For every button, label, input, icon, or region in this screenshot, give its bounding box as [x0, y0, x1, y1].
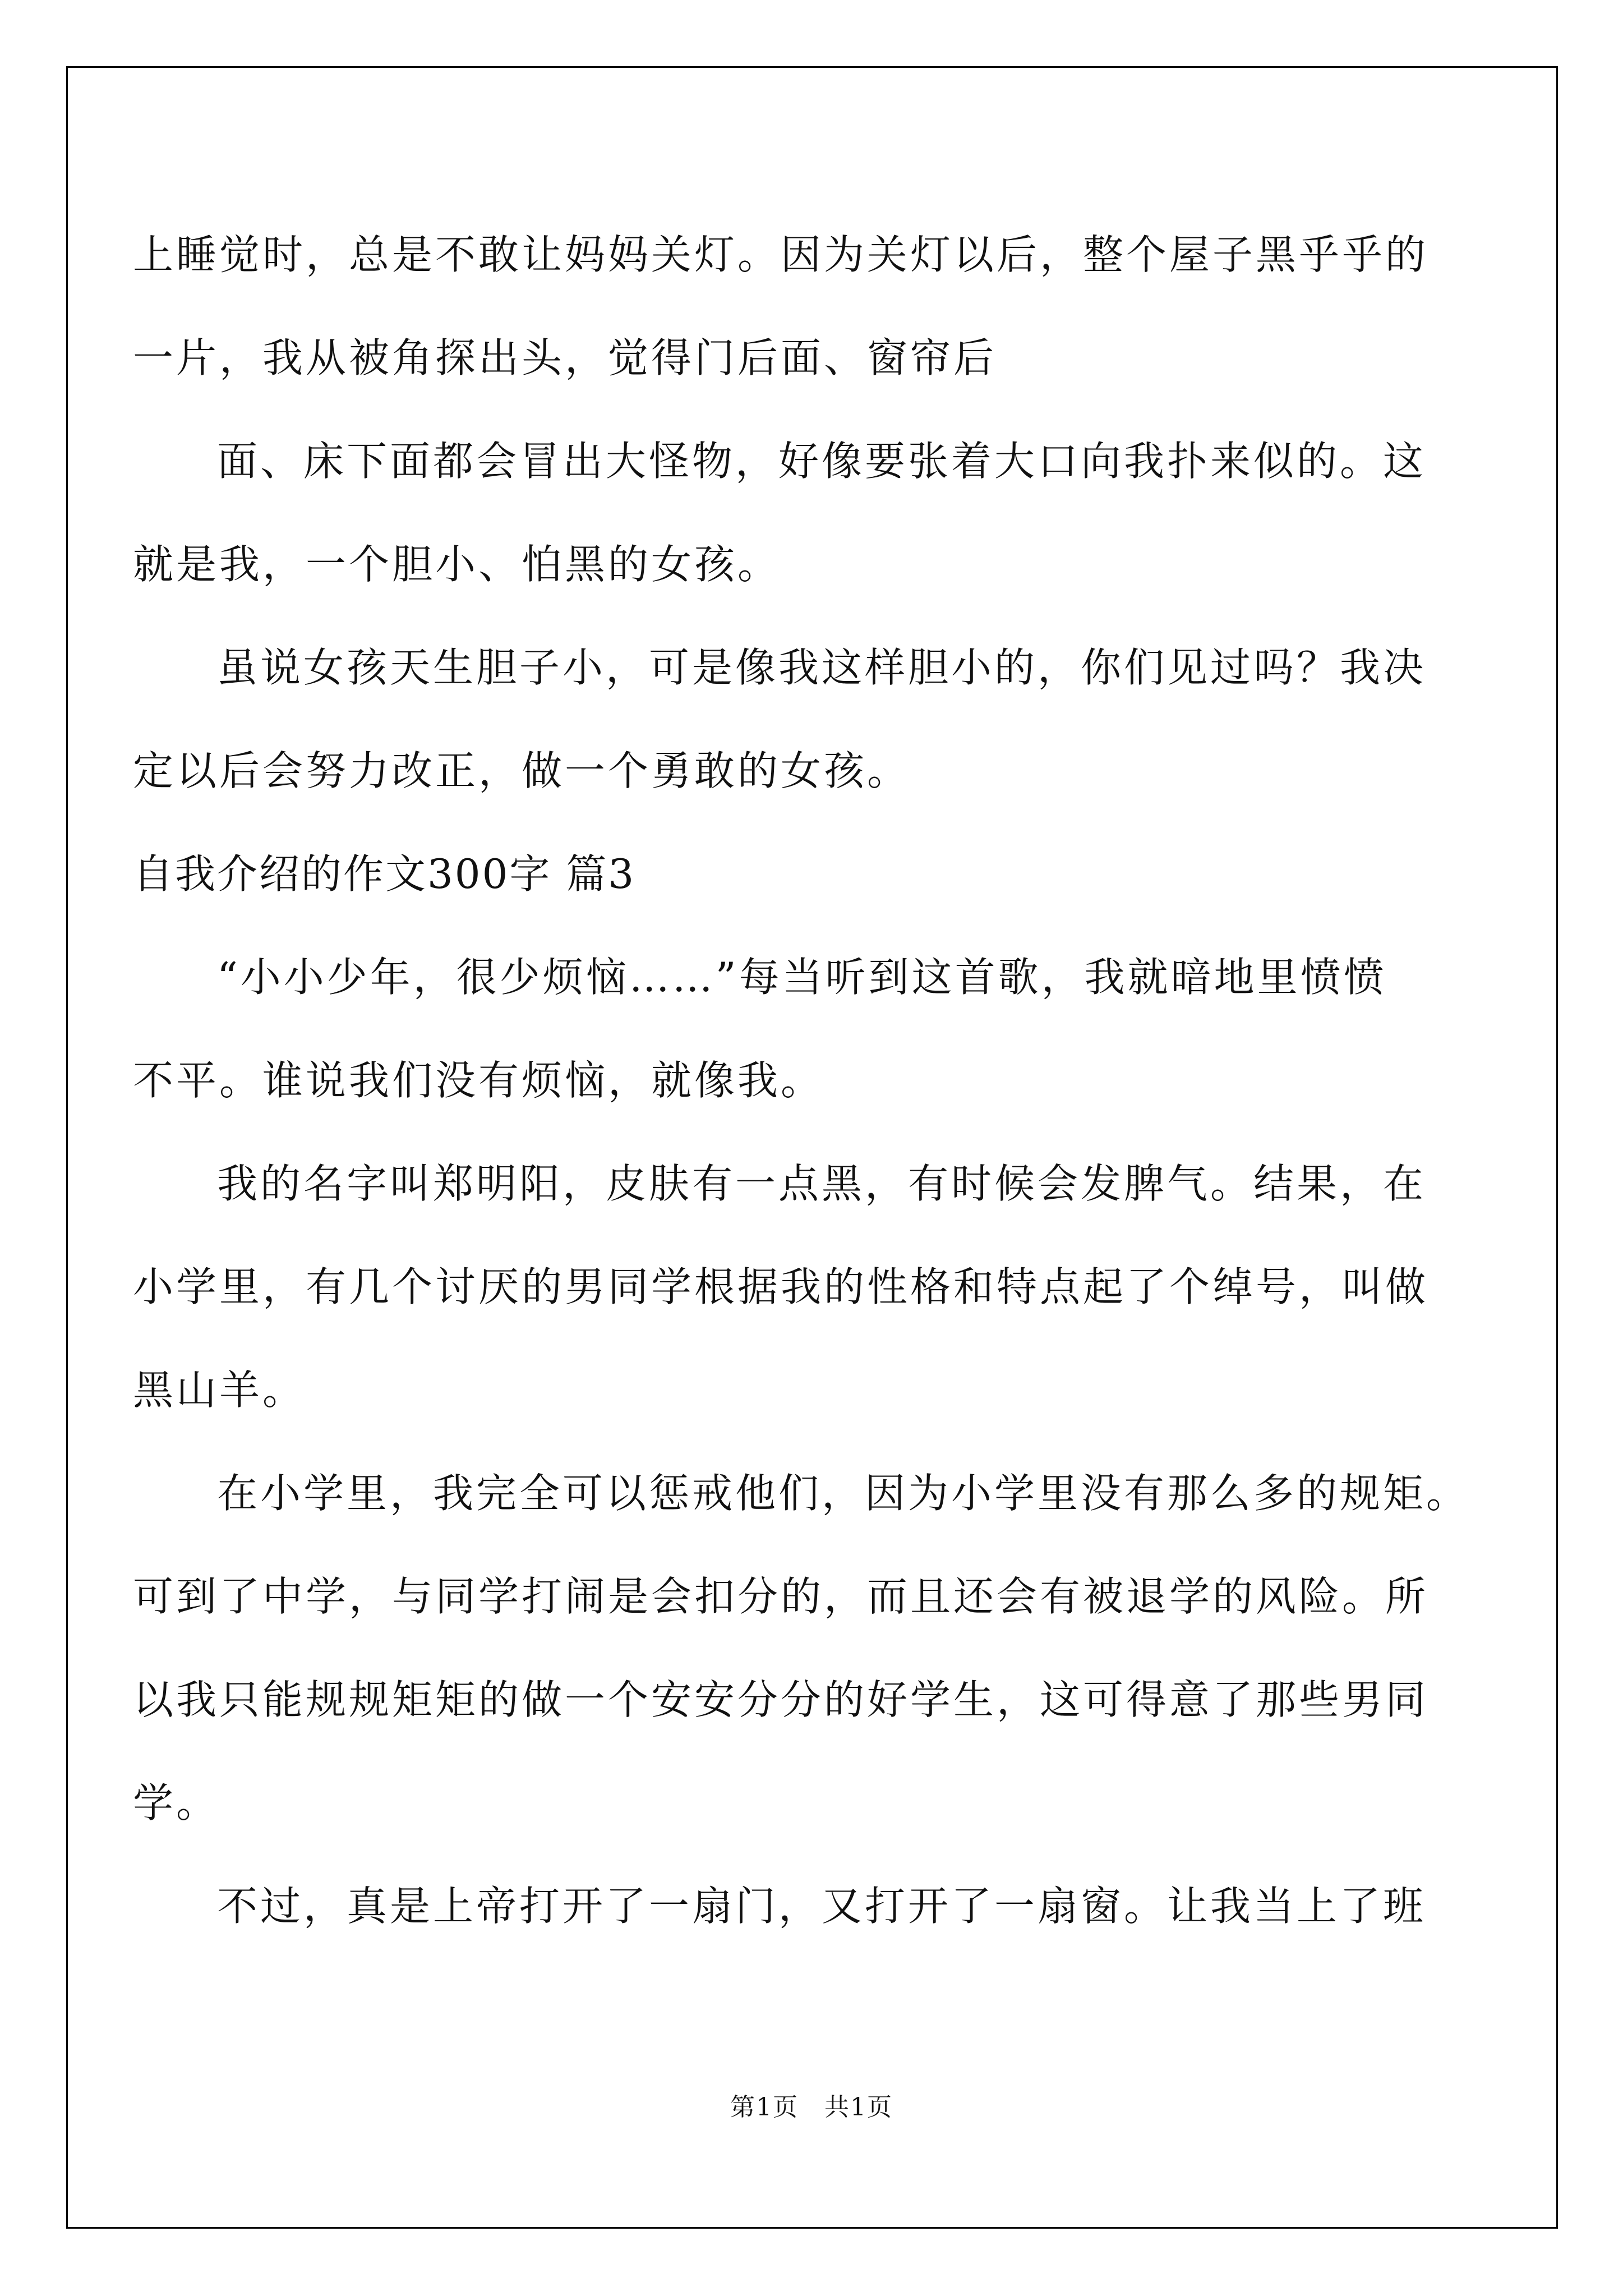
text-line: “小小少年，很少烦恼……”每当听到这首歌，我就暗地里愤愤: [217, 954, 1387, 1001]
text-line: 可到了中学，与同学打闹是会扣分的，而且还会有被退学的风险。所: [133, 1573, 1429, 1620]
paragraph-4: [133, 926, 1490, 1132]
paragraph-5: [133, 1132, 1490, 1442]
text-line: 学。: [133, 1779, 220, 1826]
text-line: 以我只能规规矩矩的做一个安安分分的好学生，这可得意了那些男同: [133, 1676, 1429, 1723]
paragraph-3: [133, 616, 1490, 822]
text-line: 不过，真是上帝打开了一扇门，又打开了一扇窗。让我当上了班: [217, 1883, 1427, 1930]
text-line: 不平。谁说我们没有烦恼，就像我。: [133, 1057, 824, 1104]
section-heading: 自我介绍的作文300字 篇3: [133, 850, 636, 898]
text-line: 定以后会努力改正，做一个勇敢的女孩。: [133, 747, 911, 794]
paragraph-1: [133, 203, 1490, 409]
text-line: 小学里，有几个讨厌的男同学根据我的性格和特点起了个绰号，叫做: [133, 1263, 1429, 1310]
paragraph-7: [133, 1855, 1490, 1958]
page-footer: 第1页 共1页: [730, 2093, 893, 2122]
text-line: 面、床下面都会冒出大怪物，好像要张着大口向我扑来似的。这: [217, 438, 1427, 485]
text-line: 黑山羊。: [133, 1366, 306, 1414]
text-line: 就是我，一个胆小、怕黑的女孩。: [133, 541, 781, 588]
text-line: 上睡觉时，总是不敢让妈妈关灯。因为关灯以后，整个屋子黑乎乎的: [133, 231, 1429, 278]
text-line: 虽说女孩天生胆子小，可是像我这样胆小的，你们见过吗？我决: [217, 644, 1427, 691]
paragraph-6: [133, 1442, 1490, 1855]
text-line: 一片，我从被角探出头，觉得门后面、窗帘后: [133, 334, 997, 381]
document-body: [133, 203, 1490, 1958]
paragraph-2: [133, 409, 1490, 616]
text-line: 在小学里，我完全可以惩戒他们，因为小学里没有那么多的规矩。: [217, 1470, 1470, 1517]
text-line: 我的名字叫郑明阳，皮肤有一点黑，有时候会发脾气。结果，在: [217, 1160, 1427, 1207]
